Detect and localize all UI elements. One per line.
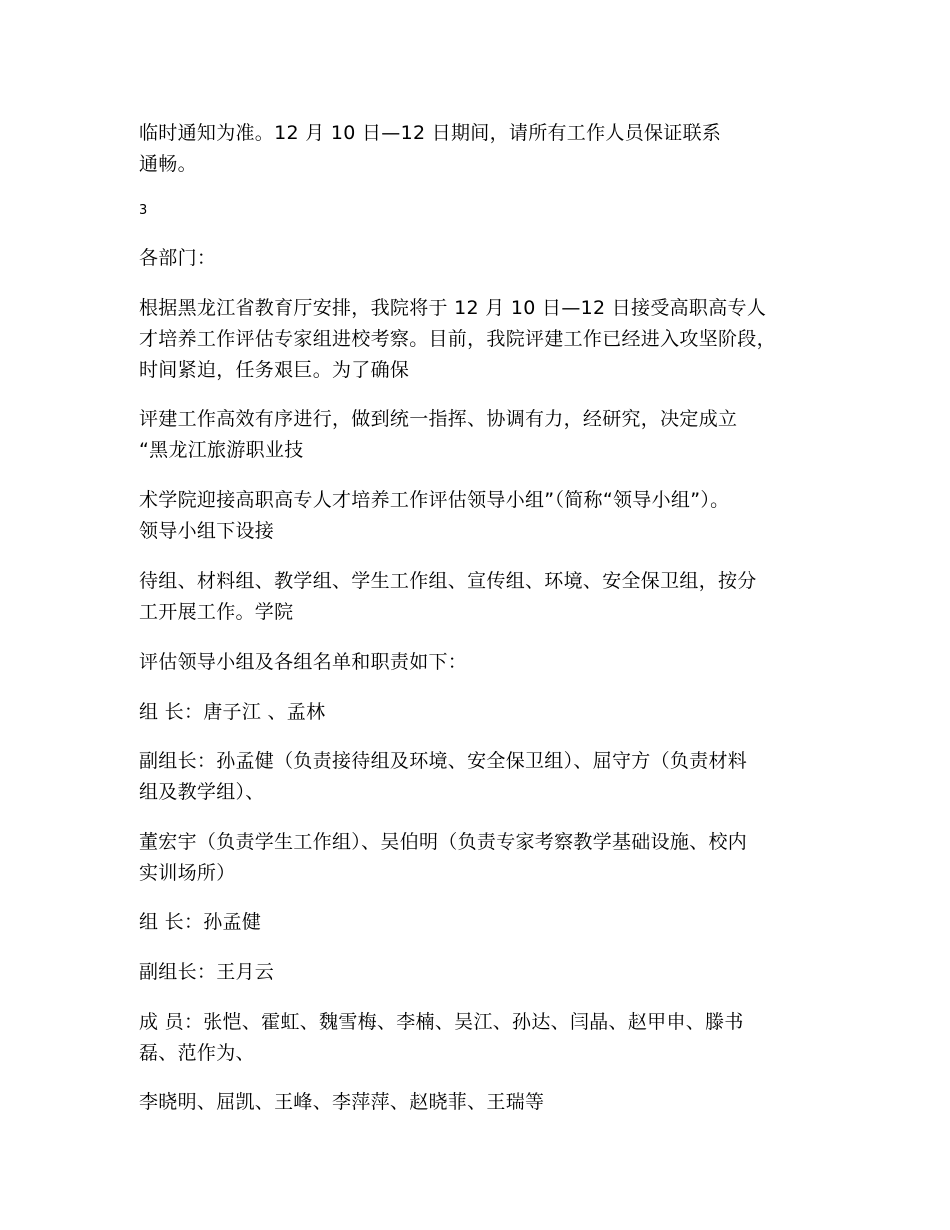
paragraph-deputy-leader	[139, 746, 839, 808]
text-line: 各部门：	[139, 247, 217, 269]
text-line: 实训场所）	[139, 862, 236, 884]
text-line: 成 员：张恺、霍虹、魏雪梅、李楠、吴江、孙达、闫晶、赵甲申、滕书	[139, 1011, 744, 1033]
paragraph-notice	[139, 118, 839, 180]
text-line: 待组、材料组、教学组、学生工作组、宣传组、环境、安全保卫组，按分	[139, 570, 757, 592]
page-number: 3	[139, 203, 148, 218]
text-line: 才培养工作评估专家组进校考察。目前，我院评建工作已经进入攻坚阶段，	[139, 328, 776, 350]
paragraph-members-cont	[139, 1087, 839, 1118]
text-line: 副组长：王月云	[139, 961, 275, 983]
paragraph-deputy-leader-cont	[139, 827, 839, 889]
text-line: “黑龙江旅游职业技	[139, 439, 304, 461]
paragraph-members	[139, 1007, 839, 1069]
text-line: 根据黑龙江省教育厅安排，我院将于 12 月 10 日—12 日接受高职高专人	[139, 297, 767, 319]
text-line: 李晓明、屈凯、王峰、李萍萍、赵晓菲、王瑞等	[139, 1091, 545, 1113]
paragraph-body-1	[139, 293, 839, 386]
paragraph-group-leader	[139, 907, 839, 938]
text-line: 评估领导小组及各组名单和职责如下：	[139, 651, 468, 673]
paragraph-list-intro	[139, 647, 839, 678]
text-line: 董宏宇（负责学生工作组）、吴伯明（负责专家考察教学基础设施、校内	[139, 831, 748, 853]
text-line: 领导小组下设接	[139, 520, 275, 542]
text-line: 组及教学组）、	[139, 781, 265, 803]
text-line: 工开展工作。学院	[139, 601, 294, 623]
text-line: 术学院迎接高职高专人才培养工作评估领导小组”（简称“领导小组”）。	[139, 489, 730, 511]
text-line: 组 长：唐子江 、孟林	[139, 701, 326, 723]
text-line: 临时通知为准。12 月 10 日—12 日期间，请所有工作人员保证联系	[139, 122, 722, 144]
paragraph-group-deputy	[139, 957, 839, 988]
text-line: 通畅。	[139, 153, 197, 175]
text-line: 副组长：孙孟健（负责接待组及环境、安全保卫组）、屈守方（负责材料	[139, 750, 748, 772]
text-line: 评建工作高效有序进行，做到统一指挥、协调有力，经研究，决定成立	[139, 408, 738, 430]
paragraph-body-3	[139, 485, 839, 547]
paragraph-salutation	[139, 243, 839, 274]
paragraph-leader	[139, 697, 839, 728]
text-line: 时间紧迫，任务艰巨。为了确保	[139, 359, 410, 381]
text-line: 组 长：孙孟健	[139, 911, 262, 933]
text-line: 磊、范作为、	[139, 1042, 255, 1064]
paragraph-body-4	[139, 566, 839, 628]
paragraph-body-2	[139, 404, 839, 466]
